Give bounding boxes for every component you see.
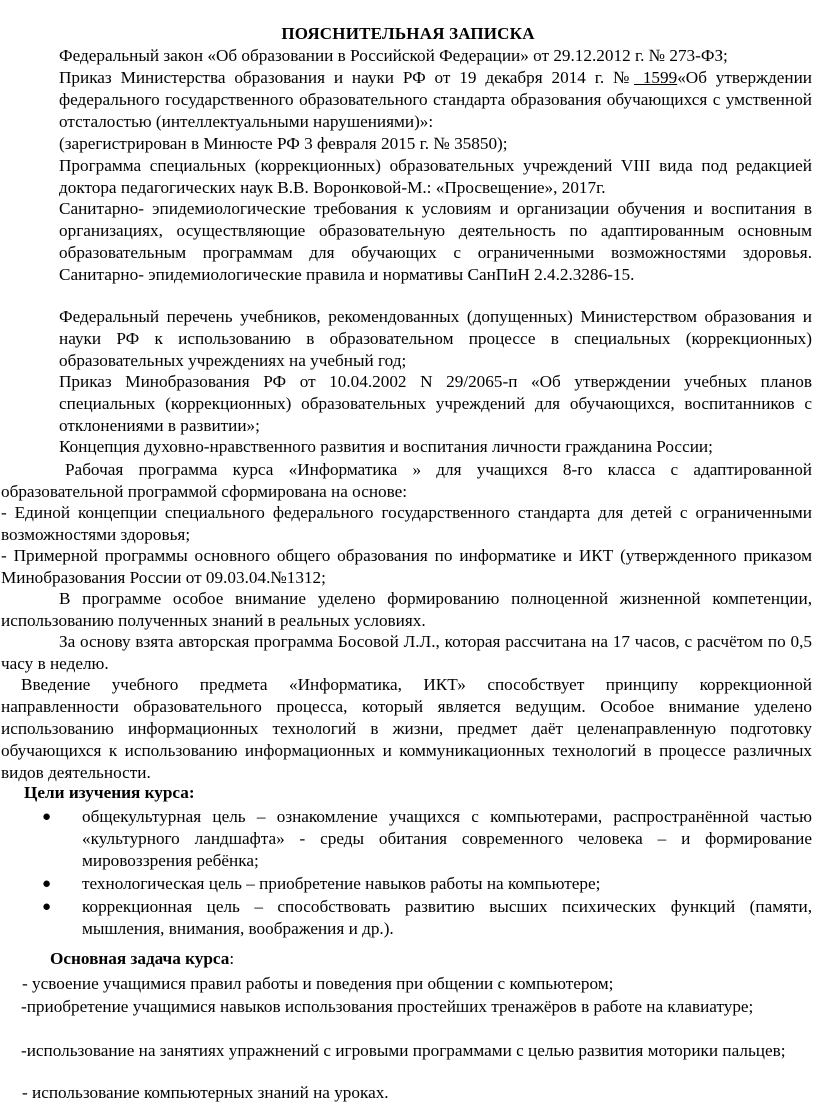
task-item-1: - усвоение учащимися правил работы и поведения при общении с компьютером;: [22, 974, 614, 993]
paragraph-registration: (зарегистрирован в Минюсте РФ 3 февраля 2015 г. № 35850);: [59, 134, 508, 153]
bullet-icon: ●: [42, 899, 52, 915]
paragraph-work-program: Рабочая программа курса «Информатика » для учащихся 8-го класса с адаптированной образовательной программой сформирована на основе:: [1, 460, 812, 501]
task-item-4: - использование компьютерных знаний на уроках.: [22, 1083, 389, 1102]
task-item-2: -приобретение учащимися навыков использования простейших тренажёров в работе на клавиатуре;: [21, 997, 754, 1016]
bullet-icon: ●: [42, 876, 52, 892]
order-text-start: Приказ Министерства образования и науки РФ от 19 декабря 2014 г. №: [59, 68, 634, 87]
goals-heading: Цели изучения курса:: [24, 783, 195, 802]
paragraph-textbook-list: Федеральный перечень учебников, рекомендованных (допущенных) Министерством образования и науки РФ к использованию в образовательном процессе в специальных (коррекционных) образовательных учреждениях на учебный год;: [59, 307, 812, 370]
paragraph-sanitary: Санитарно- эпидемиологические требования к условиям и организации обучения и воспитания в организациях, осуществляющие образовательную деятельность по адаптированным основным образовательным программам для обучающих с ограниченными возможностями здоровья. Санитарно- эпидемиологические правила и нормативы СанПиН 2.4.2.3286-15.: [59, 199, 812, 284]
list-item: [40, 806, 812, 872]
list-item: [40, 873, 812, 895]
task-heading: [50, 949, 234, 969]
paragraph-order-minobr: Приказ Минобразования РФ от 10.04.2002 N 29/2065-п «Об утверждении учебных планов специальных (коррекционных) образовательных учреждений для обучающихся, воспитанников с отклонениями в развитии»;: [59, 372, 812, 435]
task-heading-colon: :: [229, 949, 235, 968]
paragraph-introduction: Введение учебного предмета «Информатика, ИКТ» способствует принципу коррекционной направленности образовательного процесса, который является ведущим. Особое внимание уделено использованию информационных технологий в жизни, предмет даёт целенаправленную подготовку обучающихся к использованию информационных и коммуникационных технологий в процессе различных видов деятельности.: [1, 675, 812, 782]
list-item: [40, 896, 812, 940]
goal-text: общекультурная цель – ознакомление учащихся с компьютерами, распространённой частью «культурного ландшафта» - среды обитания современного человека – и формирование мировоззрения ребёнка;: [82, 807, 812, 870]
page-title: ПОЯСНИТЕЛЬНАЯ ЗАПИСКА: [281, 24, 535, 43]
paragraph-order-ministry: [59, 67, 812, 133]
paragraph-competence: В программе особое внимание уделено формированию полноценной жизненной компетенции, использованию полученных знаний в реальных условиях.: [1, 589, 812, 630]
paragraph-sample-program: - Примерной программы основного общего образования по информатике и ИКТ (утвержденного приказом Минобразования России от 09.03.04.№1312;: [1, 546, 812, 587]
task-heading-text: Основная задача курса: [50, 949, 230, 968]
paragraph-unified-concept: - Единой концепции специального федерального государственного стандарта для детей с ограниченными возможностями здоровья;: [1, 503, 812, 544]
bullet-icon: ●: [42, 809, 52, 825]
goal-text: коррекционная цель – способствовать развитию высших психических функций (памяти, мышления, внимания, воображения и др.).: [82, 897, 812, 938]
paragraph-program-viii: Программа специальных (коррекционных) образовательных учреждений VIII вида под редакцией доктора педагогических наук В.В. Воронковой-М.: «Просвещение», 2017г.: [59, 156, 812, 197]
order-text-end: «Об утверждении федерального государственного образовательного стандарта образования обучающихся с умственной отсталостью (интеллектуальными нарушениями)»:: [59, 68, 812, 131]
paragraph-concept: Концепция духовно-нравственного развития и воспитания личности гражданина России;: [59, 437, 713, 456]
paragraph-federal-law: Федеральный закон «Об образовании в Российской Федерации» от 29.12.2012 г. № 273-ФЗ;: [59, 46, 728, 65]
paragraph-bosova: За основу взята авторская программа Босовой Л.Л., которая рассчитана на 17 часов, с расчётом по 0,5 часу в неделю.: [1, 632, 812, 673]
goal-text: технологическая цель – приобретение навыков работы на компьютере;: [82, 874, 601, 893]
task-item-3: -использование на занятиях упражнений с игровыми программами с целью развития моторики пальцев;: [21, 1041, 786, 1060]
goals-list: [40, 806, 812, 941]
order-number-link[interactable]: 1599: [633, 68, 678, 87]
